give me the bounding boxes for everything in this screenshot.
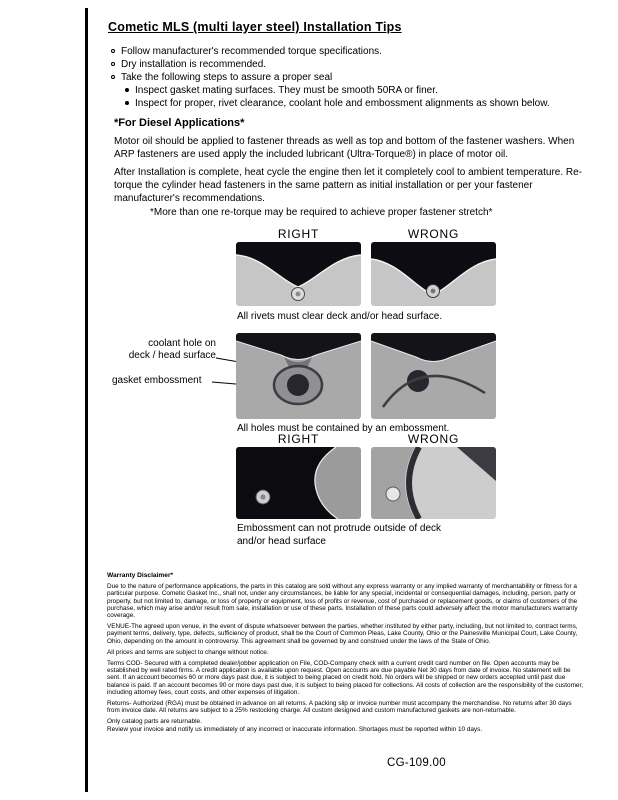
disclaimer-paragraph: Due to the nature of performance applications, the parts in this catalog are sold without any express warranty or any implied warranty of merchantability or fitness for a particular purpose. Cometic Gasket Inc., shall not, under any circumstances, be liable for any special, incidental or consequential damages, including, person, party or property, but not limited to, damage, or loss of property or equipment, loss of profits or revenue, cost of purchased or replacement goods, or claims of customers of the purchase, which may arise and/or result from sale, installation or use of these parts. Installation of these parts could adversely affect the motor manufacturers warranty coverage.: [107, 583, 578, 620]
open-circle-bullet-icon: [111, 62, 115, 66]
tip-sub-item-text: Inspect for proper, rivet clearance, coolant hole and embossment alignments as shown below.: [135, 98, 550, 109]
disclaimer-paragraph: All prices and terms are subject to change without notice.: [107, 648, 269, 656]
coolant-hole-label-line2: deck / head surface: [128, 350, 216, 361]
warranty-disclaimer: [107, 572, 584, 737]
tip-item-text: Take the following steps to assure a proper seal: [121, 72, 333, 83]
disclaimer-heading: Warranty Disclaimer*: [107, 572, 174, 579]
hole-not-contained-image: [371, 333, 496, 419]
row3-caption: [237, 522, 441, 548]
disclaimer-paragraph: Only catalog parts are returnable.: [107, 718, 202, 726]
tip-item: [111, 58, 550, 71]
row3-caption-line1: Embossment can not protrude outside of deck: [237, 523, 442, 534]
embossment-protruding-image: [371, 447, 496, 519]
diagram-embossment-wrong: [371, 447, 496, 519]
diagram-embossment-right: [236, 447, 361, 519]
page-title: Cometic MLS (multi layer steel) Installation Tips: [108, 20, 402, 34]
diesel-section-heading: *For Diesel Applications*: [114, 117, 245, 129]
gasket-embossment-label: gasket embossment: [112, 375, 202, 386]
open-circle-bullet-icon: [111, 75, 115, 79]
left-border-rule: [85, 8, 88, 792]
tip-sub-item: [125, 84, 550, 97]
diagram-rivet-clearance-wrong: [371, 242, 496, 306]
column-header-right: RIGHT: [277, 227, 320, 241]
row1-caption: All rivets must clear deck and/or head surface.: [237, 311, 443, 322]
tip-item: [111, 71, 550, 84]
rivet-overlap-image: [371, 242, 496, 306]
column-header-wrong: WRONG: [407, 432, 460, 446]
hole-contained-image: [236, 333, 361, 419]
column-header-wrong: WRONG: [407, 227, 460, 241]
diagram-hole-embossment-wrong: [371, 333, 496, 419]
disclaimer-paragraph: Terms COD- Secured with a completed dealer/jobber application on File, COD-Company check with a current credit card number on file. Open accounts may be established by well rated firms. A credit application is available upon request. Open accounts are due payable Net 30 days from date of invoice. No statement will be sent. If an account becomes 60 or more days past due, it is subject to being placed on credit hold. No orders will be shipped or new orders accepted until past due balance is paid. If an account becomes 90 or more days past due, it is subject to being placed for collections. All costs of collection are the responsibility of the customer, including attorney fees, court costs, and other expenses of litigation.: [107, 660, 584, 696]
rivet-clear-image: [236, 242, 361, 306]
page-code: CG-109.00: [387, 757, 446, 769]
row3-caption-line2: and/or head surface: [237, 536, 326, 547]
open-circle-bullet-icon: [111, 49, 115, 53]
disclaimer-paragraph: Returns- Authorized (RGA) must be obtained in advance on all returns. A packing slip or invoice number must accompany the merchandise. No returns after 30 days from invoice date. All returns are subject to a 25% restocking charge. All custom designed and custom manufactured gaskets are non-returnable.: [107, 700, 572, 715]
diagram-rivet-clearance-right: [236, 242, 361, 306]
disclaimer-paragraph: Review your invoice and notify us immediately of any incorrect or inaccurate information. Shortages must be reported within 10 days.: [107, 725, 483, 733]
installation-tips-list: [111, 45, 550, 110]
row2-caption: All holes must be contained by an embossment.: [237, 423, 450, 434]
tip-sub-item: [125, 97, 550, 110]
retorque-note: *More than one re-torque may be required to achieve proper fastener stretch*: [150, 207, 493, 218]
tip-item-text: Follow manufacturer's recommended torque specifications.: [121, 46, 382, 57]
filled-bullet-icon: [125, 101, 129, 105]
coolant-hole-label: [110, 338, 216, 362]
tip-item-text: Dry installation is recommended.: [121, 59, 267, 70]
disclaimer-paragraph: VENUE-The agreed upon venue, in the event of dispute whatsoever between the parties, whether instituted by either party, including, but not limited to, contract terms, payment terms, delivery, type, defects, sufficiency of product, shall be the Court of Common Pleas, Lake County, Ohio or the Painesville Municipal Court, Lake County, Ohio, depending on the amount in controversy. This agreement shall be governed by and construed under the laws of the State of Ohio.: [107, 623, 578, 645]
tip-sub-item-text: Inspect gasket mating surfaces. They must be smooth 50RA or finer.: [135, 85, 438, 96]
diesel-paragraph-2: After Installation is complete, heat cycle the engine then let it completely cool to ambient temperature. Re-torque the cylinder head fasteners in the same pattern as initial installation or per your fastener manufacturer's recommendations.: [114, 167, 583, 204]
filled-bullet-icon: [125, 88, 129, 92]
column-header-right: RIGHT: [277, 432, 320, 446]
coolant-hole-label-line1: coolant hole on: [148, 338, 216, 349]
diagram-hole-embossment-right: [236, 333, 361, 419]
diesel-paragraph-1: Motor oil should be applied to fastener threads as well as top and bottom of the fastener washers. When ARP fasteners are used apply the included lubricant (Ultra-Torque®) in place of motor oil.: [114, 136, 575, 160]
tip-item: [111, 45, 550, 58]
embossment-inside-image: [236, 447, 361, 519]
